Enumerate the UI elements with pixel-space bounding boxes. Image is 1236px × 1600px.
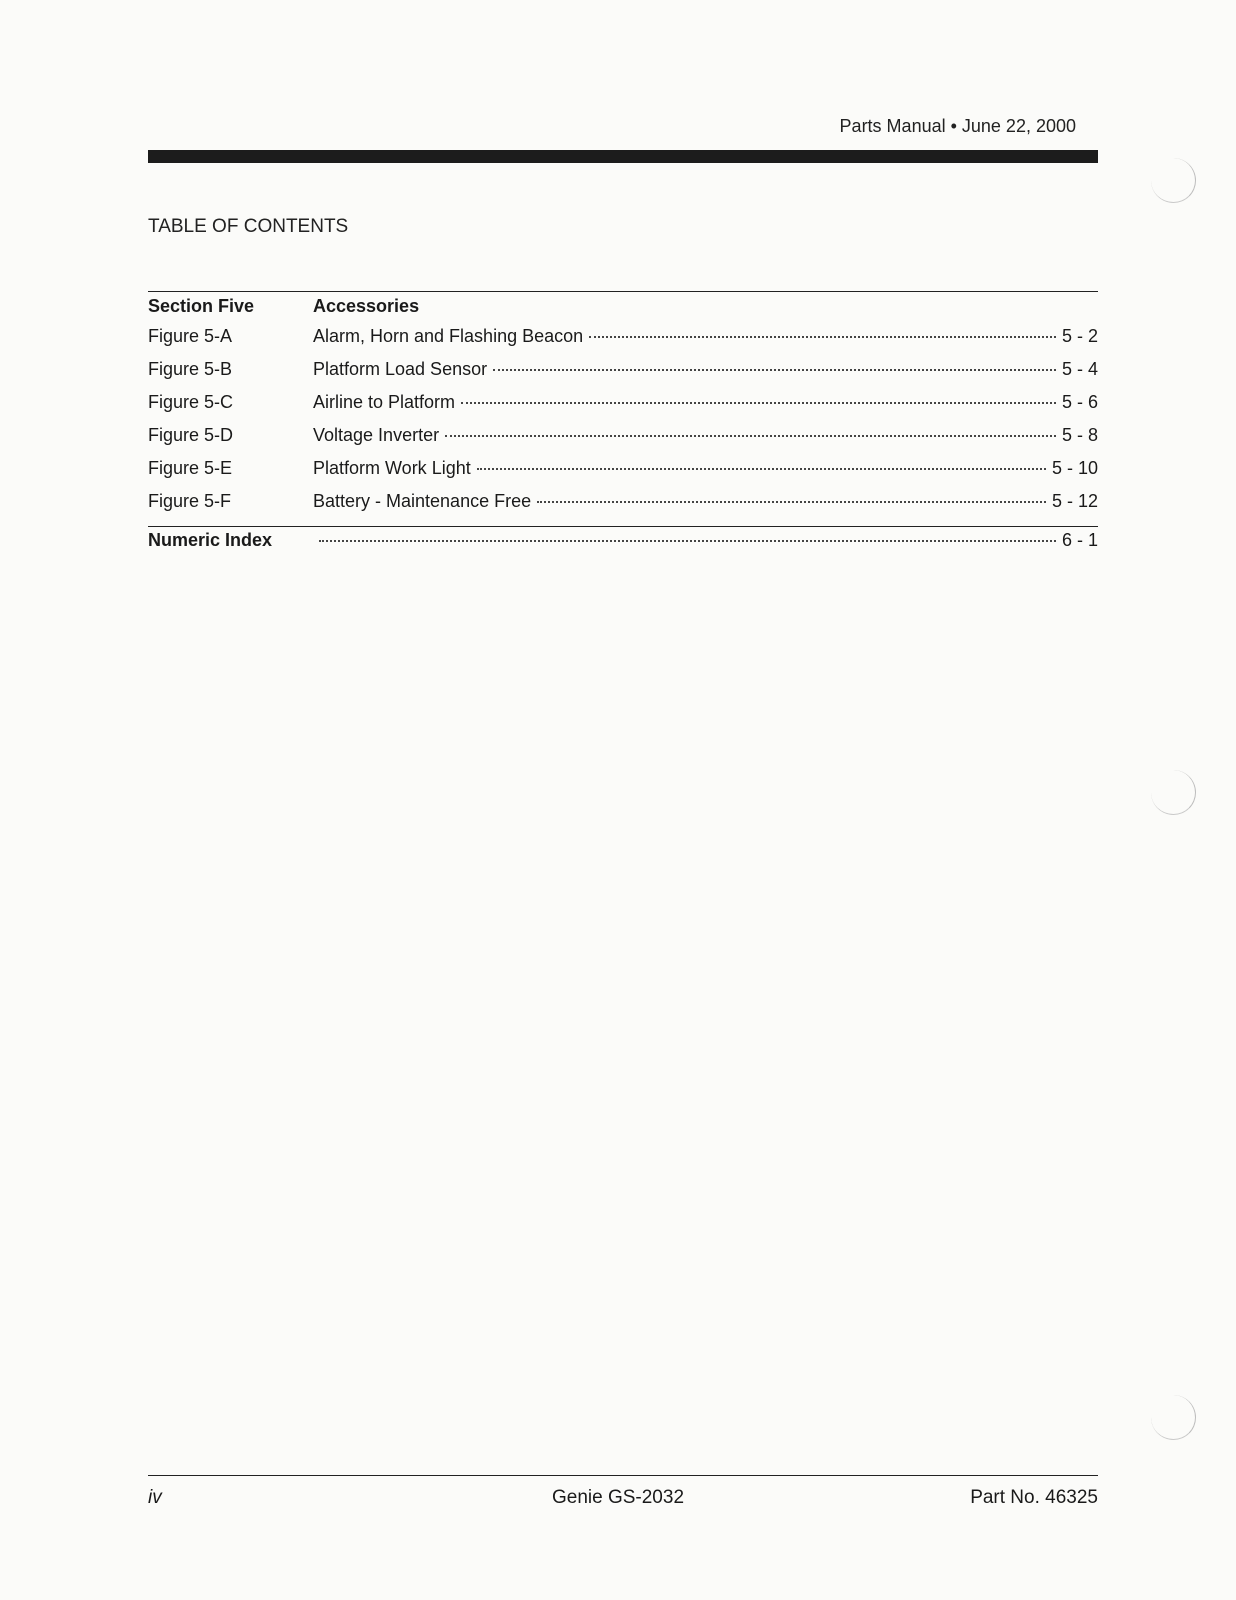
dot-leader [589, 336, 1056, 338]
binder-hole-mark [1151, 770, 1196, 815]
entry-page: 5 - 8 [1061, 425, 1098, 445]
toc-entry[interactable] [148, 425, 1098, 458]
entry-title: Voltage Inverter [313, 425, 440, 445]
section-label: Section Five [148, 296, 255, 316]
dot-leader [445, 435, 1056, 437]
entry-title: Battery - Maintenance Free [313, 491, 532, 511]
dot-leader [537, 501, 1046, 503]
section-title: Accessories [313, 296, 420, 316]
header-rule [148, 150, 1098, 163]
dot-leader [477, 468, 1046, 470]
dot-leader [319, 540, 1056, 542]
toc-entry[interactable] [148, 458, 1098, 491]
header-text: Parts Manual • June 22, 2000 [839, 116, 1076, 136]
entry-title: Platform Work Light [313, 458, 471, 478]
binder-hole-mark [1151, 1395, 1196, 1440]
footer-model: Genie GS-2032 [551, 1487, 685, 1508]
numeric-index-page: 6 - 1 [1061, 530, 1098, 550]
binder-hole-mark [1151, 158, 1196, 203]
dot-leader [493, 369, 1056, 371]
figure-label: Figure 5-B [148, 359, 233, 379]
section-heading-row [148, 292, 1098, 326]
toc-entry[interactable] [148, 491, 1098, 524]
figure-label: Figure 5-F [148, 491, 232, 511]
numeric-index-label: Numeric Index [148, 530, 273, 550]
table-of-contents [148, 291, 1098, 524]
entry-page: 5 - 4 [1061, 359, 1098, 379]
figure-label: Figure 5-A [148, 326, 233, 346]
entry-title: Platform Load Sensor [313, 359, 488, 379]
document-title: TABLE OF CONTENTS [148, 216, 349, 237]
numeric-index-block [148, 526, 1098, 564]
entry-title: Alarm, Horn and Flashing Beacon [313, 326, 584, 346]
footer-page-number: iv [148, 1487, 162, 1508]
toc-entry[interactable] [148, 359, 1098, 392]
entry-page: 5 - 6 [1061, 392, 1098, 412]
entry-page: 5 - 12 [1051, 491, 1098, 511]
figure-label: Figure 5-D [148, 425, 234, 445]
toc-entry[interactable] [148, 392, 1098, 425]
figure-label: Figure 5-E [148, 458, 233, 478]
toc-entry[interactable] [148, 326, 1098, 359]
footer-part-number: Part No. 46325 [970, 1487, 1098, 1508]
entry-page: 5 - 2 [1061, 326, 1098, 346]
entry-title: Airline to Platform [313, 392, 456, 412]
footer-rule [148, 1475, 1098, 1476]
entry-page: 5 - 10 [1051, 458, 1098, 478]
dot-leader [461, 402, 1056, 404]
numeric-index-entry[interactable] [148, 527, 1098, 564]
figure-label: Figure 5-C [148, 392, 234, 412]
